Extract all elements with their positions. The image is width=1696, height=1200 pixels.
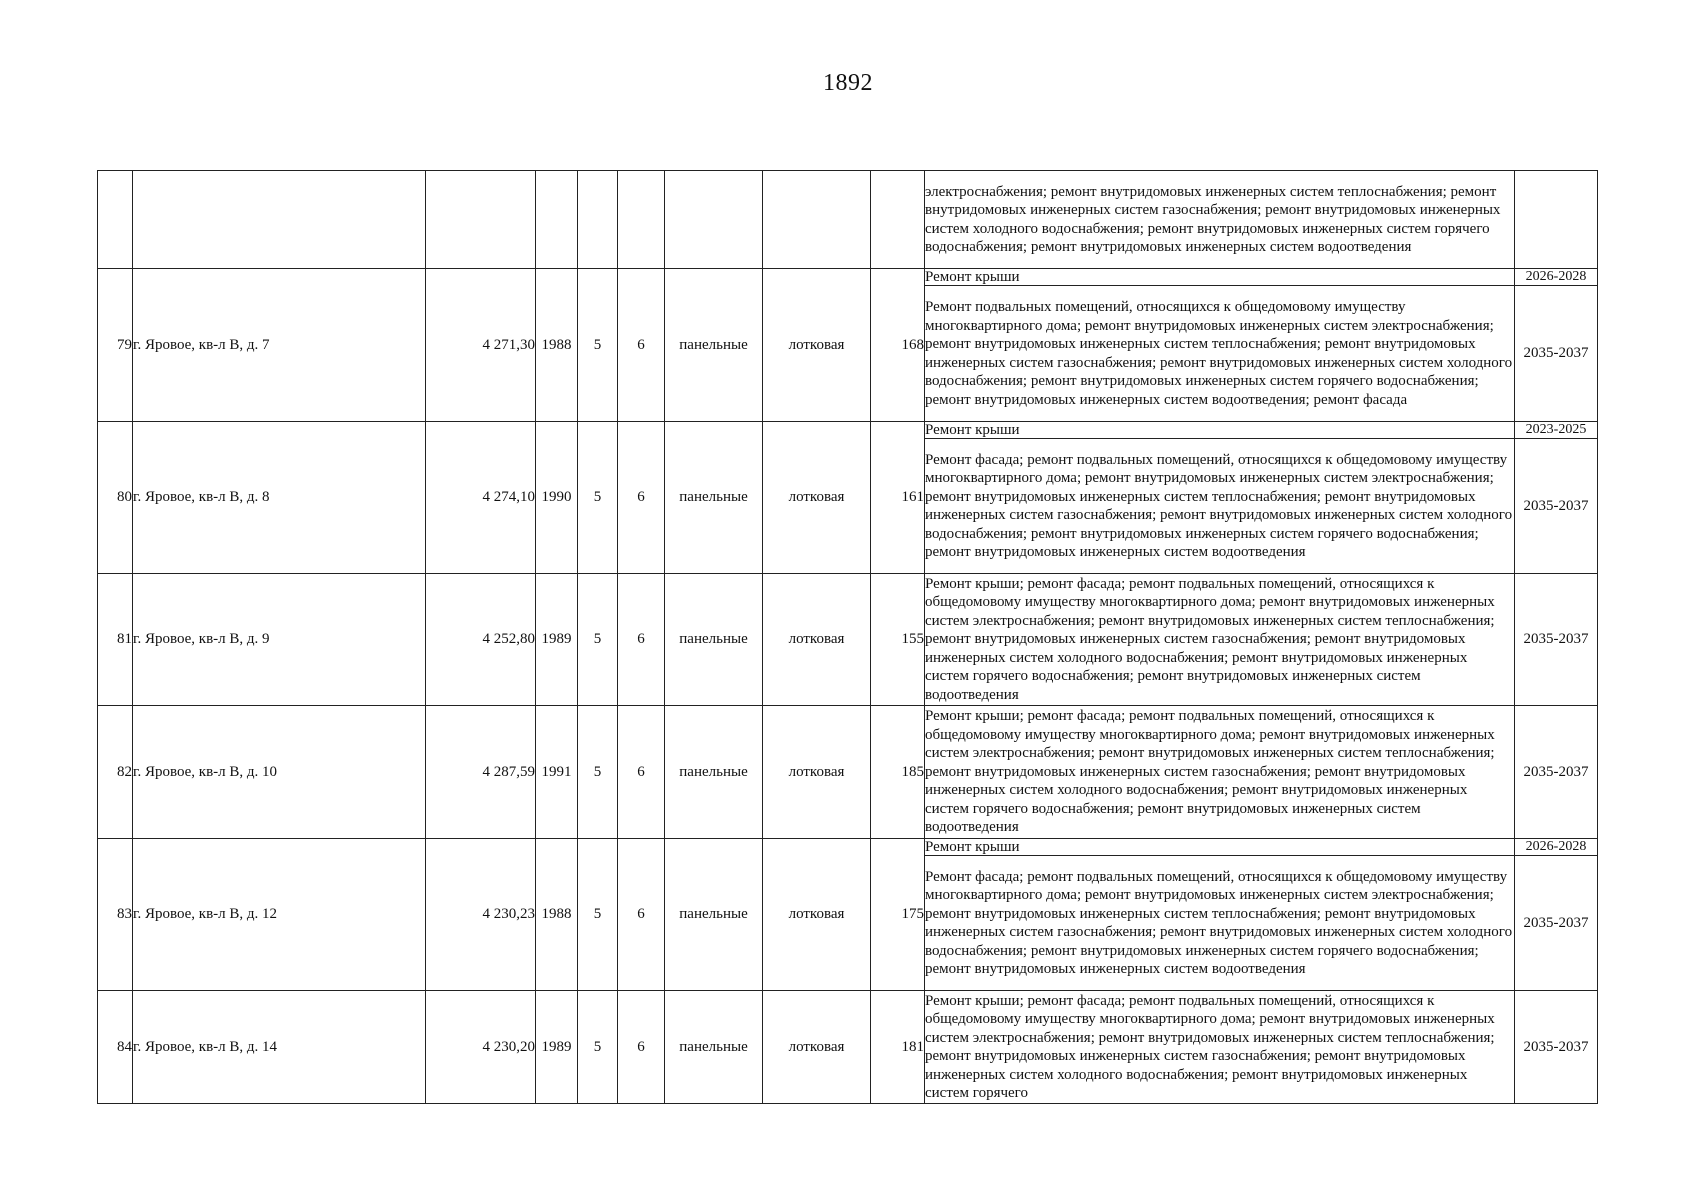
row-number: 80 [98,422,133,574]
works-cell: электроснабжения; ремонт внутридомовых инженерных систем теплоснабжения; ремонт внутридомовых инженерных систем газоснабжения; ремонт внутридомовых инженерных систем холодного водоснабжения; ремонт внутридомовых инженерных систем горячего водоснабжения; ремонт внутридомовых инженерных систем водоотведения [925,171,1515,269]
apartments-cell: 175 [871,839,925,991]
entrances-cell: 6 [618,269,665,422]
row-number: 79 [98,269,133,422]
area-cell: 4 230,23 [426,839,536,991]
floors-cell [578,171,618,269]
floors-cell: 5 [578,422,618,574]
apartments-cell [871,171,925,269]
period-cell: 2035-2037 [1515,706,1598,839]
area-cell [426,171,536,269]
period-cell: 2026-2028 [1515,269,1598,286]
entrances-cell: 6 [618,706,665,839]
area-cell: 4 252,80 [426,574,536,706]
walls-cell: панельные [665,574,763,706]
area-cell: 4 287,59 [426,706,536,839]
walls-cell: панельные [665,269,763,422]
period-cell: 2035-2037 [1515,991,1598,1104]
walls-cell: панельные [665,839,763,991]
entrances-cell [618,171,665,269]
apartments-cell: 161 [871,422,925,574]
num-cell [98,171,133,269]
walls-cell: панельные [665,706,763,839]
roof-cell: лотковая [763,706,871,839]
apartments-cell: 181 [871,991,925,1104]
year-cell [536,171,578,269]
row-number: 82 [98,706,133,839]
row-number: 83 [98,839,133,991]
address-cell: г. Яровое, кв-л В, д. 8 [133,422,426,574]
year-cell: 1988 [536,839,578,991]
address-cell: г. Яровое, кв-л В, д. 10 [133,706,426,839]
address-cell: г. Яровое, кв-л В, д. 12 [133,839,426,991]
walls-cell [665,171,763,269]
period-cell: 2023-2025 [1515,422,1598,439]
walls-cell: панельные [665,991,763,1104]
page-number: 1892 [823,70,873,96]
table-row [98,706,1598,839]
year-cell: 1990 [536,422,578,574]
housing-registry-table [97,170,1598,1104]
apartments-cell: 185 [871,706,925,839]
floors-cell: 5 [578,574,618,706]
roof-cell: лотковая [763,991,871,1104]
year-cell: 1989 [536,991,578,1104]
table-row [98,574,1598,706]
roof-cell: лотковая [763,422,871,574]
roof-cell: лотковая [763,269,871,422]
apartments-cell: 155 [871,574,925,706]
floors-cell: 5 [578,269,618,422]
period-cell: 2035-2037 [1515,439,1598,574]
row-number: 81 [98,574,133,706]
period-cell [1515,171,1598,269]
continuation-row [98,171,1598,269]
year-cell: 1988 [536,269,578,422]
area-cell: 4 274,10 [426,422,536,574]
area-cell: 4 271,30 [426,269,536,422]
floors-cell: 5 [578,706,618,839]
floors-cell: 5 [578,991,618,1104]
address-cell: г. Яровое, кв-л В, д. 14 [133,991,426,1104]
period-cell: 2035-2037 [1515,574,1598,706]
area-cell: 4 230,20 [426,991,536,1104]
address-cell [133,171,426,269]
works-cell: Ремонт фасада; ремонт подвальных помещений, относящихся к общедомовому имуществу многоквартирного дома; ремонт внутридомовых инженерных систем электроснабжения; ремонт внутридомовых инженерных систем теплоснабжения; ремонт внутридомовых инженерных систем газоснабжения; ремонт внутридомовых инженерных систем холодного водоснабжения; ремонт внутридомовых инженерных систем горячего водоснабжения; ремонт внутридомовых инженерных систем водоотведения [925,856,1515,991]
table-row [98,839,1598,856]
roof-cell: лотковая [763,839,871,991]
walls-cell: панельные [665,422,763,574]
entrances-cell: 6 [618,991,665,1104]
entrances-cell: 6 [618,839,665,991]
row-number: 84 [98,991,133,1104]
table-row [98,269,1598,286]
period-cell: 2035-2037 [1515,856,1598,991]
entrances-cell: 6 [618,574,665,706]
works-cell: Ремонт крыши [925,269,1515,286]
works-cell: Ремонт крыши; ремонт фасада; ремонт подвальных помещений, относящихся к общедомовому имуществу многоквартирного дома; ремонт внутридомовых инженерных систем электроснабжения; ремонт внутридомовых инженерных систем теплоснабжения; ремонт внутридомовых инженерных систем газоснабжения; ремонт внутридомовых инженерных систем холодного водоснабжения; ремонт внутридомовых инженерных систем горячего водоснабжения; ремонт внутридомовых инженерных систем водоотведения [925,706,1515,839]
works-cell: Ремонт подвальных помещений, относящихся к общедомовому имуществу многоквартирного дома; ремонт внутридомовых инженерных систем электроснабжения; ремонт внутридомовых инженерных систем теплоснабжения; ремонт внутридомовых инженерных систем газоснабжения; ремонт внутридомовых инженерных систем холодного водоснабжения; ремонт внутридомовых инженерных систем горячего водоснабжения; ремонт внутридомовых инженерных систем водоотведения; ремонт фасада [925,286,1515,422]
year-cell: 1991 [536,706,578,839]
works-cell: Ремонт крыши [925,839,1515,856]
roof-cell: лотковая [763,574,871,706]
table-row [98,991,1598,1104]
period-cell: 2035-2037 [1515,286,1598,422]
roof-cell [763,171,871,269]
works-cell: Ремонт крыши; ремонт фасада; ремонт подвальных помещений, относящихся к общедомовому имуществу многоквартирного дома; ремонт внутридомовых инженерных систем электроснабжения; ремонт внутридомовых инженерных систем теплоснабжения; ремонт внутридомовых инженерных систем газоснабжения; ремонт внутридомовых инженерных систем холодного водоснабжения; ремонт внутридомовых инженерных систем горячего водоснабжения; ремонт внутридомовых инженерных систем водоотведения [925,574,1515,706]
address-cell: г. Яровое, кв-л В, д. 9 [133,574,426,706]
period-cell: 2026-2028 [1515,839,1598,856]
works-cell: Ремонт крыши [925,422,1515,439]
apartments-cell: 168 [871,269,925,422]
year-cell: 1989 [536,574,578,706]
floors-cell: 5 [578,839,618,991]
works-cell: Ремонт крыши; ремонт фасада; ремонт подвальных помещений, относящихся к общедомовому имуществу многоквартирного дома; ремонт внутридомовых инженерных систем электроснабжения; ремонт внутридомовых инженерных систем теплоснабжения; ремонт внутридомовых инженерных систем газоснабжения; ремонт внутридомовых инженерных систем холодного водоснабжения; ремонт внутридомовых инженерных систем горячего [925,991,1515,1104]
address-cell: г. Яровое, кв-л В, д. 7 [133,269,426,422]
table-row [98,422,1598,439]
works-cell: Ремонт фасада; ремонт подвальных помещений, относящихся к общедомовому имуществу многоквартирного дома; ремонт внутридомовых инженерных систем электроснабжения; ремонт внутридомовых инженерных систем теплоснабжения; ремонт внутридомовых инженерных систем газоснабжения; ремонт внутридомовых инженерных систем холодного водоснабжения; ремонт внутридомовых инженерных систем горячего водоснабжения; ремонт внутридомовых инженерных систем водоотведения [925,439,1515,574]
entrances-cell: 6 [618,422,665,574]
